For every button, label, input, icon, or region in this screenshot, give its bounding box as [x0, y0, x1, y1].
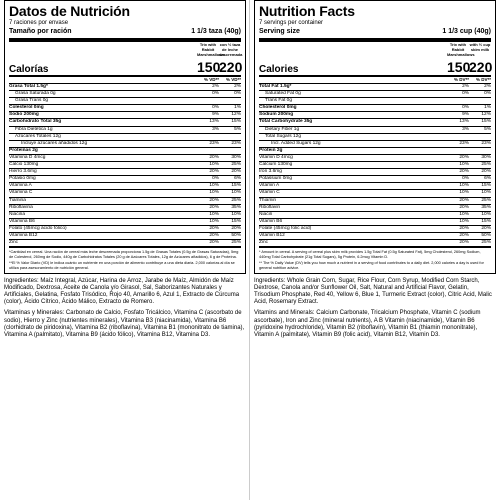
nutrient-dv-with-milk: 10%	[231, 190, 241, 196]
nutrient-label: Iron 3.6mg	[259, 169, 282, 175]
nutrient-dv-with-milk: 25%	[481, 240, 491, 246]
spanish-panel	[4, 0, 246, 500]
spanish-ingredients: Ingredientes: Maíz Integral, Azúcar, Harina de Arroz, Jarabe de Maíz, Almidón de Maíz Modificado, Dextrosa, Aceite de Canola y/o Girasol, Sal, Saborizantes Naturales y Artificiales, Gelatina, Fosfato Trisódico, Rojo 40, Amarillo 6, Azul 1, Extracto de Cúrcuma (color), Ácido Cítrico, Ácido Málico, Extracto de Romero.	[4, 277, 240, 306]
nutrient-label: Colesterol 0mg	[9, 105, 44, 111]
nutrient-row	[259, 239, 491, 246]
nutrient-dv-with-milk: 20%	[231, 169, 241, 175]
nutrient-dv-cereal: 9%	[212, 112, 219, 118]
nutrient-label: Riboflavina	[9, 204, 33, 210]
spanish-serving-size: Tamaño por ración 1 1/3 taza (40g)	[9, 28, 241, 35]
nutrient-dv-cereal: 20%	[209, 225, 219, 231]
nutrient-row	[9, 232, 241, 239]
nutrient-dv-cereal: 10%	[459, 183, 469, 189]
nutrient-dv-with-milk	[469, 148, 491, 154]
nutrient-label: Vitamina B6	[9, 218, 35, 224]
nutrient-dv-cereal: 3%	[212, 126, 219, 132]
nutrient-row	[9, 189, 241, 196]
nutrient-row	[9, 218, 241, 225]
nutrient-dv-with-milk: 35%	[231, 204, 241, 210]
nutrient-row	[9, 126, 241, 133]
english-serving-size: Serving size 1 1/3 cup (40g)	[259, 28, 491, 35]
nutrient-dv-cereal: 10%	[209, 211, 219, 217]
nutrient-dv-with-milk: 50%	[481, 232, 491, 238]
nutrient-dv-cereal: 10%	[459, 190, 469, 196]
nutrient-row	[9, 168, 241, 175]
nutrient-dv-cereal: 3%	[462, 126, 469, 132]
nutrient-dv-with-milk: 15%	[481, 183, 491, 189]
nutrient-label: Total Fat 1.5g*	[259, 84, 292, 89]
nutrient-dv-with-milk: 25%	[231, 162, 241, 168]
nutrient-dv-with-milk: 2%	[484, 84, 491, 89]
nutrient-dv-with-milk: 2%	[234, 84, 241, 89]
nutrient-label: Potassium 0mg	[259, 176, 293, 182]
nutrient-label: Saturated Fat 0g	[265, 91, 301, 97]
nutrient-row	[9, 204, 241, 211]
nutrient-label: Grasa Total 1.5g*	[9, 84, 48, 89]
nutrient-label: Folato (45mcg ácido fólico)	[9, 225, 67, 231]
nutrient-dv-cereal: 10%	[209, 218, 219, 224]
nutrient-label: Total Carbohydrate 35g	[259, 119, 313, 125]
nutrient-dv-cereal: 20%	[209, 240, 219, 246]
nutrient-label: Azúcares Totales 12g	[15, 133, 61, 139]
english-footnote-2: ** The % Daily Value (DV) tells you how much a nutrient in a serving of food contributes to a daily diet. 2,000 calories a day is used for general nutrition advice.	[259, 261, 484, 270]
nutrient-dv-with-milk: 20%	[481, 169, 491, 175]
spanish-vitamins: Vitaminas y Minerales: Carbonato de Calcio, Fosfato Tricálcico, Vitamina C (ascorbato de sodio), Hierro y Zinc (nutrientes minerales), Vitamina B3 (niacinamida), Vitamina B6 (clorhidrato de piridoxina), Vitamina B2 (riboflavina), Vitamina B1 (mononitrato de tiamina), Vitamina A (palmitato), Vitamina B9 (ácido fólico), Vitamina B12, Vitamina D3.	[4, 310, 245, 338]
nutrient-row	[9, 225, 241, 232]
spanish-label	[4, 0, 246, 274]
nutrient-label: Incluye azúcares añadidos 12g	[21, 140, 88, 146]
nutrient-row	[259, 147, 491, 154]
nutrient-label: Proteínas 2g	[9, 147, 38, 153]
nutrient-dv-with-milk: 10%	[481, 211, 491, 217]
nutrient-dv-cereal	[197, 148, 219, 154]
nutrient-dv-cereal: 20%	[459, 197, 469, 203]
nutrient-dv-with-milk: 23%	[231, 140, 241, 146]
nutrient-row	[259, 232, 491, 239]
nutrient-row	[9, 154, 241, 161]
nutrient-row	[259, 118, 491, 125]
nutrient-dv-cereal: 20%	[209, 197, 219, 203]
nutrient-row	[259, 161, 491, 168]
nutrient-row	[9, 147, 241, 154]
nutrient-row	[9, 197, 241, 204]
nutrient-label: Potasio 0mg	[9, 176, 36, 182]
nutrient-row	[9, 239, 241, 246]
nutrient-dv-with-milk: 10%	[481, 190, 491, 196]
nutrient-dv-cereal: 20%	[459, 169, 469, 175]
nutrient-row	[259, 83, 491, 90]
nutrient-label: Trans Fat 0g	[265, 98, 293, 104]
nutrient-dv-cereal: 0%	[462, 105, 469, 111]
nutrient-label: Carbohidrato Total 35g	[9, 119, 62, 125]
nutrient-row	[259, 218, 491, 225]
nutrient-label: Grasa Trans 0g	[15, 98, 49, 104]
nutrient-dv-with-milk: 5%	[234, 126, 241, 132]
nutrient-label: Thiamin	[259, 197, 277, 203]
nutrient-label: Sodium 200mg	[259, 112, 294, 118]
nutrient-label: Niacin	[259, 211, 273, 217]
spanish-calories-row: Calorías 150 220	[9, 59, 243, 75]
nutrient-label: Folate (45mcg folic acid)	[259, 225, 312, 231]
nutrient-dv-with-milk: 15%	[231, 119, 241, 125]
nutrient-dv-cereal: 23%	[209, 140, 219, 146]
nutrient-dv-with-milk: 0%	[484, 91, 491, 97]
nutrient-dv-with-milk: 25%	[231, 197, 241, 203]
nutrient-dv-cereal: 0%	[212, 105, 219, 111]
nutrient-dv-cereal: 20%	[459, 154, 469, 160]
nutrient-label: Vitamina D 4mcg	[9, 154, 46, 160]
nutrient-label: Calcio 130mg	[9, 162, 39, 168]
nutrient-dv-cereal: 10%	[459, 211, 469, 217]
nutrient-row	[9, 111, 241, 118]
nutrient-dv-with-milk: 10%	[231, 211, 241, 217]
nutrient-dv-with-milk	[219, 148, 241, 154]
nutrient-row	[9, 161, 241, 168]
nutrient-label: Total Sugars 12g	[265, 133, 301, 139]
nutrient-dv-cereal: 20%	[459, 240, 469, 246]
nutrient-label: Vitamin A	[259, 183, 280, 189]
nutrient-dv-with-milk: 25%	[231, 240, 241, 246]
nutrient-dv-cereal: 2%	[462, 84, 469, 89]
nutrient-label: Vitamin D 4mcg	[259, 154, 293, 160]
english-footnote-1: * Amount in cereal. A serving of cereal plus skim milk provides 1.5g Total Fat (0.5g Saturated Fat), 5mg Cholesterol, 260mg Sodium, 440mg Total Carbohydrate (21g Total Sugars), 5g Protein, 6.2mcg Vitamin D.	[259, 250, 481, 259]
nutrient-dv-cereal: 13%	[459, 119, 469, 125]
nutrient-dv-with-milk: 20%	[481, 225, 491, 231]
nutrient-dv-with-milk	[469, 98, 491, 104]
nutrient-dv-cereal: 20%	[209, 169, 219, 175]
nutrient-dv-cereal	[447, 134, 469, 140]
nutrient-dv-cereal	[197, 98, 219, 104]
nutrient-dv-cereal: 0%	[212, 91, 219, 97]
nutrient-dv-with-milk: 15%	[231, 218, 241, 224]
nutrient-label: Vitamina A	[9, 183, 32, 189]
nutrient-dv-with-milk: 1%	[484, 105, 491, 111]
nutrient-dv-cereal: 10%	[459, 218, 469, 224]
nutrient-label: Hierro 3.6mg	[9, 169, 37, 175]
nutrient-row	[259, 189, 491, 196]
nutrient-dv-cereal: 9%	[462, 112, 469, 118]
nutrient-row	[9, 211, 241, 218]
nutrient-dv-with-milk	[219, 134, 241, 140]
nutrient-dv-with-milk: 12%	[481, 112, 491, 118]
nutrient-row	[9, 90, 241, 97]
nutrient-dv-with-milk: 20%	[231, 225, 241, 231]
nutrient-row	[259, 175, 491, 182]
nutrient-row	[259, 90, 491, 97]
nutrient-dv-cereal: 20%	[209, 154, 219, 160]
english-panel	[254, 0, 496, 500]
spanish-footnote-1: *Cantidad en cereal. Una ración de cereal más leche descremada proporciona 1.5g de Grasas Totales (0.5g de Grasas Saturadas), 5mg de Colesterol, 260mg de Sodio, 440g de Carbohidratos Totales (20 g de Azúcares Totales, 12g de Azúcares añadidos), 6 g de Proteína.	[9, 250, 239, 259]
nutrient-dv-cereal: 20%	[209, 204, 219, 210]
nutrient-label: Fibra Dietética 1g	[15, 126, 53, 132]
english-title: Nutrition Facts	[259, 3, 355, 19]
nutrient-label: Sodio 200mg	[9, 112, 39, 118]
english-vitamins: Vitamins and Minerals: Calcium Carbonate, Tricalcium Phosphate, Vitamin C (sodium ascorbate), Iron and Zinc (mineral nutrients), A B Vitamin (niacinamide), Vitamin B6 (pyridoxine hydrochloride), Vitamin B2 (riboflavin), Vitamin B1 (thiamin mononitrate), Vitamin A (palmitate), Vitamin B9 (folic acid), Vitamin B12, Vitamin D3.	[254, 310, 481, 338]
nutrient-dv-with-milk: 5%	[484, 126, 491, 132]
nutrient-row	[259, 126, 491, 133]
nutrient-row	[259, 111, 491, 118]
nutrient-dv-cereal	[197, 134, 219, 140]
spanish-nutrient-table	[9, 83, 241, 246]
nutrient-dv-cereal	[447, 98, 469, 104]
nutrient-dv-with-milk: 23%	[481, 140, 491, 146]
nutrient-dv-cereal: 20%	[459, 204, 469, 210]
nutrient-row	[9, 182, 241, 189]
nutrient-dv-cereal: 10%	[209, 183, 219, 189]
spanish-dv-header: % VD** % VD**	[203, 77, 241, 82]
nutrient-dv-with-milk: 15%	[231, 183, 241, 189]
spanish-title: Datos de Nutrición	[9, 3, 130, 19]
nutrient-dv-with-milk: 50%	[231, 232, 241, 238]
nutrient-dv-with-milk	[469, 134, 491, 140]
nutrient-row	[259, 168, 491, 175]
nutrient-row	[9, 133, 241, 140]
nutrient-row	[259, 204, 491, 211]
nutrient-dv-cereal: 10%	[209, 162, 219, 168]
nutrient-label: Cholesterol 0mg	[259, 105, 297, 111]
nutrient-dv-with-milk: 1%	[234, 105, 241, 111]
nutrient-dv-with-milk: 25%	[481, 197, 491, 203]
nutrient-dv-with-milk: 15%	[481, 119, 491, 125]
nutrient-row	[259, 97, 491, 104]
nutrient-row	[9, 97, 241, 104]
nutrient-label: Protein 2g	[259, 147, 283, 153]
spanish-column-headers: Trix with Rabbit Marshmallows con ½ taza de leche descremada	[197, 42, 243, 57]
english-calories-row: Calories 150 220	[259, 59, 493, 75]
nutrient-label: Zinc	[259, 240, 269, 246]
nutrient-row	[259, 197, 491, 204]
nutrient-dv-cereal: 20%	[209, 232, 219, 238]
nutrient-row	[9, 118, 241, 125]
nutrient-dv-with-milk: 30%	[481, 154, 491, 160]
nutrient-dv-cereal: 10%	[209, 190, 219, 196]
nutrient-dv-with-milk	[219, 98, 241, 104]
nutrient-label: Vitamin B12	[259, 232, 285, 238]
nutrient-dv-with-milk: 30%	[231, 154, 241, 160]
nutrient-dv-cereal: 13%	[209, 119, 219, 125]
nutrient-dv-cereal	[447, 148, 469, 154]
nutrient-dv-cereal: 10%	[459, 162, 469, 168]
nutrient-row	[9, 104, 241, 111]
english-nutrient-table	[259, 83, 491, 246]
nutrient-dv-cereal: 0%	[462, 176, 469, 182]
nutrient-label: Vitamina C	[9, 190, 33, 196]
nutrient-label: Niacina	[9, 211, 25, 217]
nutrient-row	[259, 225, 491, 232]
english-label	[254, 0, 496, 274]
nutrient-dv-with-milk: 25%	[481, 162, 491, 168]
nutrient-dv-with-milk: 6%	[484, 176, 491, 182]
nutrient-dv-with-milk: 0%	[234, 91, 241, 97]
english-dv-header: % DV** % DV**	[453, 77, 491, 82]
nutrient-dv-with-milk: 35%	[481, 204, 491, 210]
nutrient-dv-cereal: 20%	[459, 225, 469, 231]
nutrient-dv-cereal: 20%	[459, 232, 469, 238]
nutrient-dv-with-milk: 6%	[234, 176, 241, 182]
nutrient-label: Grasa Saturada 0g	[15, 91, 56, 97]
nutrient-row	[259, 133, 491, 140]
nutrient-row	[259, 211, 491, 218]
nutrient-dv-cereal: 2%	[212, 84, 219, 89]
nutrient-dv-with-milk: 15%	[481, 218, 491, 224]
nutrient-label: Vitamin B6	[259, 218, 283, 224]
nutrient-label: Zinc	[9, 240, 19, 246]
spanish-servings: 7 raciones por envase	[9, 20, 69, 26]
nutrient-label: Vitamin C	[259, 190, 280, 196]
nutrient-dv-cereal: 0%	[462, 91, 469, 97]
nutrient-row	[9, 140, 241, 147]
nutrient-label: Riboflavin	[259, 204, 281, 210]
panel-divider	[249, 0, 250, 500]
nutrient-row	[9, 83, 241, 90]
spanish-footnote-2: **El % Valor Diario (VD) le indica cuánto un nutriente en una porción de alimento contribuye a una dieta diaria. 2,000 calorías al día se utiliza para asesoramiento de nutrición general.	[9, 261, 235, 270]
english-ingredients: Ingredients: Whole Grain Corn, Sugar, Rice Flour, Corn Syrup, Modified Corn Starch, Dextrose, Canola and/or Sunflower Oil, Salt, Natural and Artificial Flavor, Gelatin, Trisodium Phosphate, Red 40, Yellow 6, Blue 1, Turmeric Extract (color), Citric Acid, Malic Acid, Rosemary Extract.	[254, 277, 492, 306]
nutrient-label: Tiamina	[9, 197, 26, 203]
nutrient-dv-with-milk: 12%	[231, 112, 241, 118]
nutrient-label: Vitamina B12	[9, 232, 38, 238]
nutrient-dv-cereal: 23%	[459, 140, 469, 146]
nutrient-dv-cereal: 0%	[212, 176, 219, 182]
nutrient-label: Calcium 130mg	[259, 162, 293, 168]
nutrient-label: Incl. Added Sugars 12g	[271, 140, 321, 146]
nutrient-row	[9, 175, 241, 182]
english-column-headers: Trix with Rabbit Marshmallows with ½ cup skim milk	[447, 42, 491, 57]
nutrient-row	[259, 104, 491, 111]
nutrient-row	[259, 140, 491, 147]
nutrient-label: Dietary Fiber 1g	[265, 126, 300, 132]
english-servings: 7 servings per container	[259, 20, 324, 26]
nutrient-row	[259, 182, 491, 189]
nutrient-row	[259, 154, 491, 161]
